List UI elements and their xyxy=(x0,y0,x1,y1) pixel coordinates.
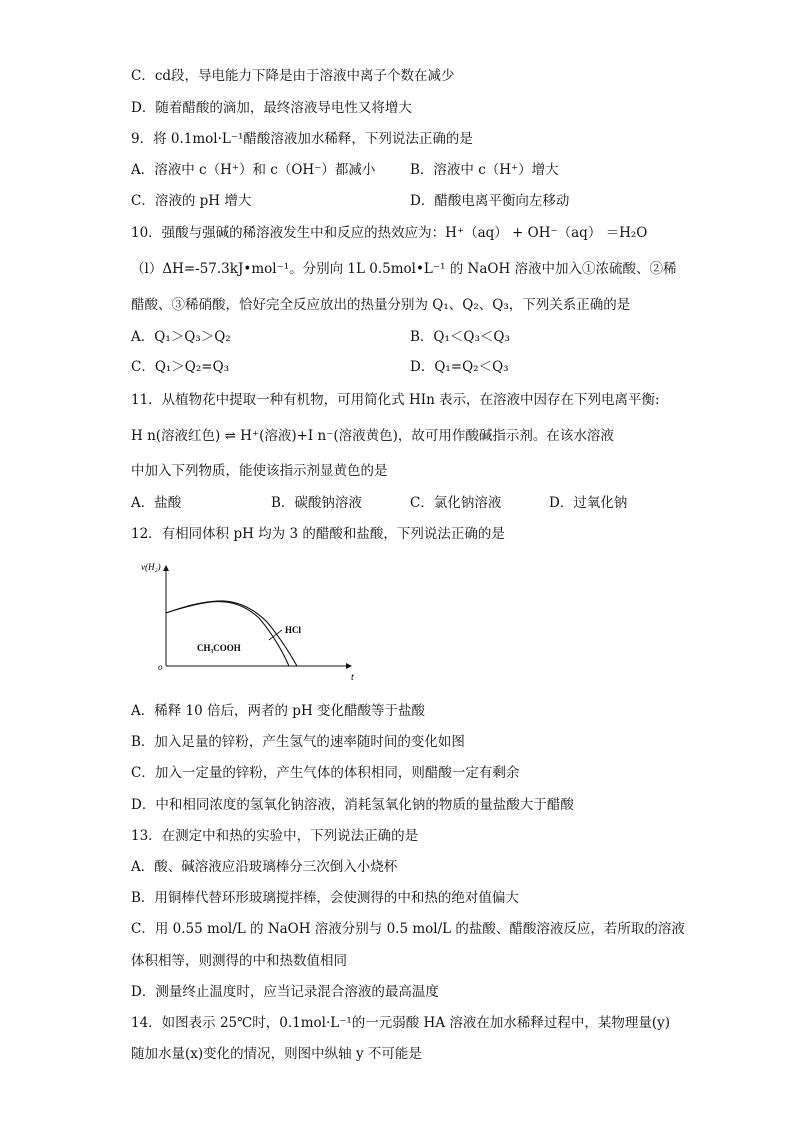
q9-option-d: D．醋酸电离平衡向左移动 xyxy=(410,193,570,209)
q10-stem-line-3: 醋酸、③稀硝酸，恰好完全反应放出的热量分别为 Q₁、Q₂、Q₃，下列关系正确的是 xyxy=(131,297,631,313)
q14-stem-line-1: 14．如图表示 25℃时，0.1mol·L⁻¹的一元弱酸 HA 溶液在加水稀释过程中，某物理量(y) xyxy=(131,1015,671,1031)
q10-stem-line-1: 10．强酸与强碱的稀溶液发生中和反应的热效应为：H⁺（aq） + OH⁻（aq） ＝H₂O xyxy=(131,225,648,241)
q12-stem: 12．有相同体积 pH 均为 3 的醋酸和盐酸，下列说法正确的是 xyxy=(131,526,505,542)
q9-option-c: C．溶液的 pH 增大 xyxy=(131,193,252,209)
q12-option-b: B．加入足量的锌粉，产生氢气的速率随时间的变化如图 xyxy=(131,734,465,750)
q8-option-c: C．cd段，导电能力下降是由于溶液中离子个数在减少 xyxy=(131,68,455,84)
q9-option-b: B．溶液中 c（H⁺）增大 xyxy=(410,162,559,178)
series-label-acetic-acid: CH₃COOH xyxy=(197,643,241,653)
q13-option-a: A．酸、碱溶液应沿玻璃棒分三次倒入小烧杯 xyxy=(131,859,398,875)
q11-stem-line-1: 11．从植物花中提取一种有机物，可用简化式 HIn 表示，在溶液中因存在下列电离平衡: xyxy=(131,392,660,408)
q11-option-a: A．盐酸 xyxy=(131,495,182,511)
q11-option-b: B．碳酸钠溶液 xyxy=(271,495,362,511)
q13-option-c-line-1: C．用 0.55 mol/L 的 NaOH 溶液分别与 0.5 mol/L 的盐酸、醋酸溶液反应，若所取的溶液 xyxy=(131,921,685,937)
q12-rate-time-graph xyxy=(131,556,371,686)
x-axis-label: t xyxy=(351,672,354,683)
q12-option-a: A．稀释 10 倍后，两者的 pH 变化醋酸等于盐酸 xyxy=(131,703,426,719)
q12-option-d: D．中和相同浓度的氢氧化钠溶液，消耗氢氧化钠的物质的量盐酸大于醋酸 xyxy=(131,797,574,813)
q10-stem-line-2: （l）ΔH=-57.3kJ•mol⁻¹。分别向 1L 0.5mol•L⁻¹ 的 NaOH 溶液中加入①浓硫酸、②稀 xyxy=(131,261,677,277)
q10-option-c: C．Q₁＞Q₂=Q₃ xyxy=(131,359,230,375)
q10-option-b: B．Q₁＜Q₃＜Q₃ xyxy=(410,329,510,345)
q13-option-d: D．测量终止温度时，应当记录混合溶液的最高温度 xyxy=(131,984,439,1000)
q11-option-c: C．氯化钠溶液 xyxy=(410,495,502,511)
origin-label: o xyxy=(158,662,163,672)
series-label-hcl: HCl xyxy=(285,625,302,635)
q9-stem: 9．将 0.1mol·L⁻¹醋酸溶液加水稀释，下列说法正确的是 xyxy=(131,131,473,147)
q11-stem-line-3: 中加入下列物质，能使该指示剂显黄色的是 xyxy=(131,463,388,479)
q12-option-c: C．加入一定量的锌粉，产生气体的体积相同，则醋酸一定有剩余 xyxy=(131,765,520,781)
q11-option-d: D．过氧化钠 xyxy=(549,495,628,511)
q13-stem: 13．在测定中和热的实验中，下列说法正确的是 xyxy=(131,828,419,844)
q13-option-b: B．用铜棒代替环形玻璃搅拌棒，会使测得的中和热的绝对值偏大 xyxy=(131,890,519,906)
curve-acetic-acid xyxy=(166,602,289,666)
q9-option-a: A．溶液中 c（H⁺）和 c（OH⁻）都减小 xyxy=(131,162,376,178)
q10-option-a: A．Q₁＞Q₃＞Q₂ xyxy=(131,329,231,345)
q13-option-c-line-2: 体积相等，则测得的中和热数值相同 xyxy=(131,953,347,969)
y-axis-label: v(H₂) xyxy=(141,562,161,572)
q14-stem-line-2: 随加水量(x)变化的情况，则图中纵轴 y 不可能是 xyxy=(131,1046,422,1062)
q8-option-d: D．随着醋酸的滴加，最终溶液导电性又将增大 xyxy=(131,100,412,116)
q10-option-d: D．Q₁=Q₂＜Q₃ xyxy=(410,359,509,375)
q11-stem-line-2: H n(溶液红色) ⇌ H⁺(溶液)+I n⁻(溶液黄色)，故可用作酸碱指示剂。在该水溶液 xyxy=(131,428,614,444)
